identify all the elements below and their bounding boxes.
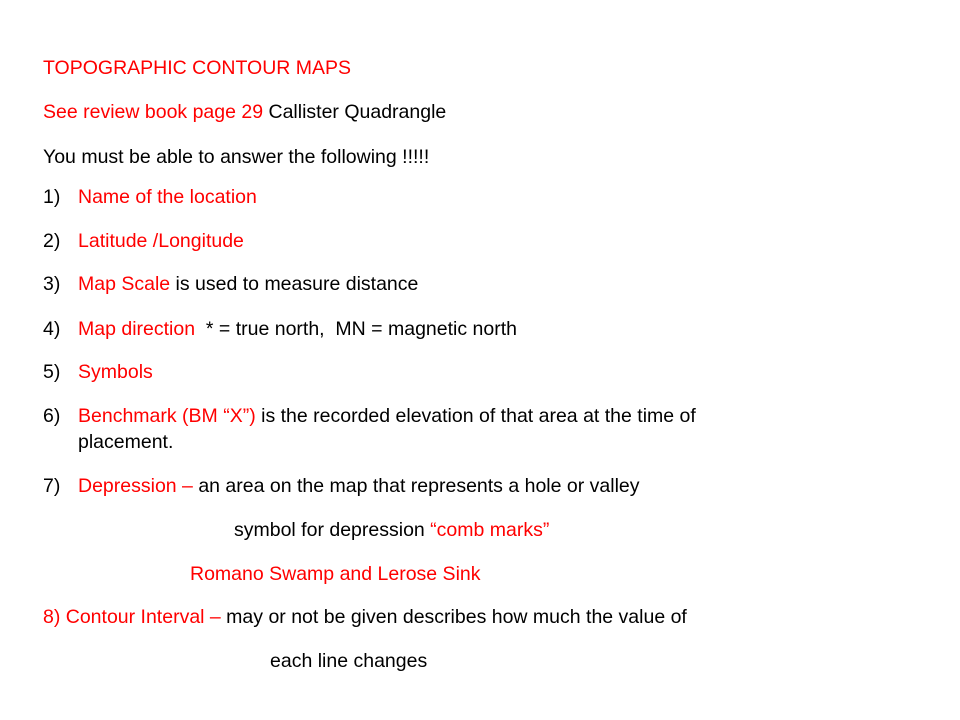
item-number: 7) [43, 475, 61, 497]
list-item-8 [43, 605, 687, 629]
review-line [43, 100, 446, 124]
item-number: 5) [43, 361, 61, 383]
item-8-continuation: each line changes [270, 650, 428, 672]
list-item-7 [43, 474, 640, 498]
item-number: 4) [43, 318, 61, 340]
list-item-4 [43, 317, 517, 341]
depression-examples: Romano Swamp and Lerose Sink [190, 563, 481, 585]
review-reference: See review book page 29 [43, 101, 264, 123]
item-6-continuation: placement. [78, 431, 174, 453]
item-term: Symbols [78, 361, 153, 383]
item-description: is used to measure distance [170, 273, 419, 295]
item-term: Latitude /Longitude [78, 230, 244, 252]
item-term: Depression – [78, 475, 193, 497]
item-description: * = true north, MN = magnetic north [195, 318, 517, 340]
list-item-6 [43, 404, 696, 428]
item-term: Map Scale [78, 273, 171, 295]
list-item-1 [43, 185, 257, 209]
list-item-2 [43, 229, 244, 253]
item-number: 3) [43, 273, 61, 295]
comb-marks-text: “comb marks” [430, 519, 550, 541]
depression-symbol-label: symbol for depression [234, 519, 431, 541]
item-description: may or not be given describes how much the value of [220, 606, 687, 628]
item-number: 6) [43, 405, 61, 427]
list-item-3 [43, 272, 418, 296]
item-term: 8) Contour Interval – [43, 606, 221, 628]
item-number: 1) [43, 186, 61, 208]
depression-symbol-line [234, 518, 549, 542]
item-term: Name of the location [78, 186, 257, 208]
item-term: Benchmark (BM “X”) [78, 405, 256, 427]
quadrangle-name: Callister Quadrangle [263, 101, 447, 123]
slide-title: TOPOGRAPHIC CONTOUR MAPS [43, 57, 352, 79]
item-description: an area on the map that represents a hole or valley [192, 475, 640, 497]
item-term: Map direction [78, 318, 196, 340]
list-item-5 [43, 360, 153, 384]
intro-line: You must be able to answer the following !!!!! [43, 146, 430, 168]
item-number: 2) [43, 230, 61, 252]
item-description: is the recorded elevation of that area at the time of [255, 405, 696, 427]
